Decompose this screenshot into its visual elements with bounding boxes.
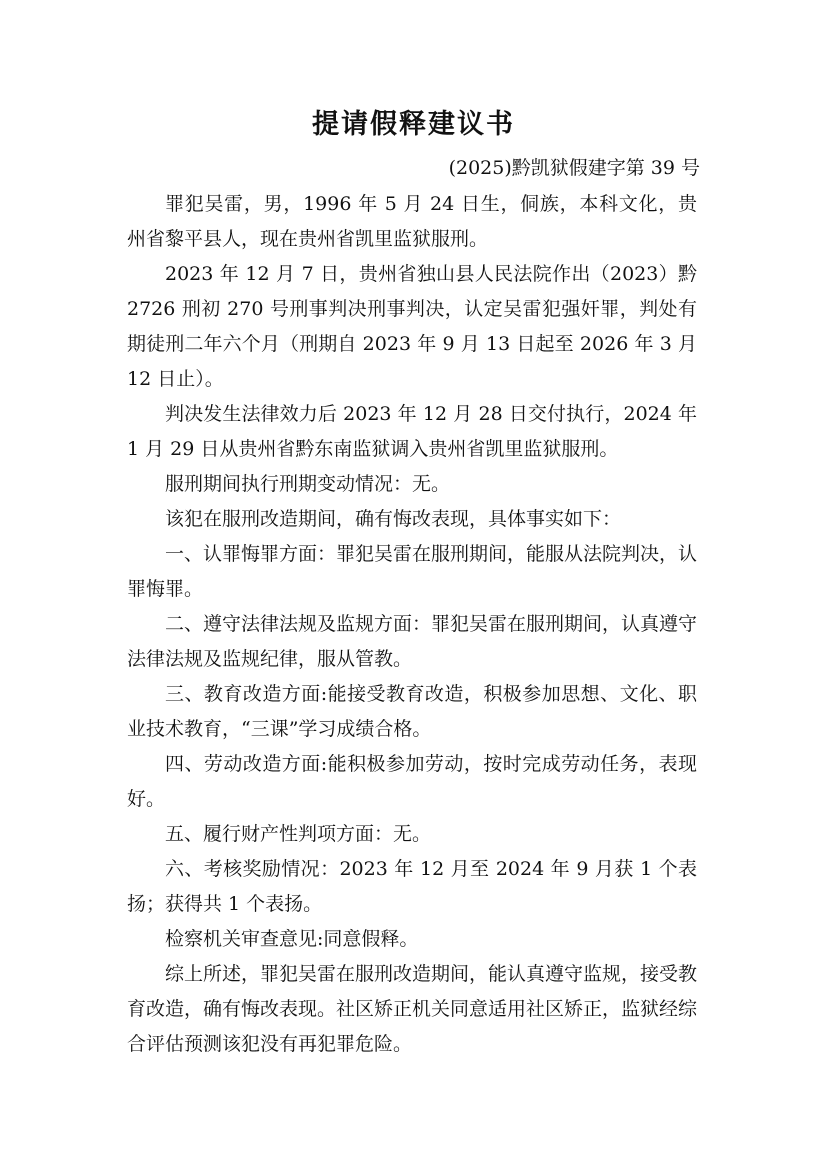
paragraph-compliance: 二、遵守法律法规及监规方面：罪犯吴雷在服刑期间，认真遵守法律法规及监规纪律，服从管教。: [127, 613, 698, 670]
paragraph-rewards: 六、考核奖励情况：2023 年 12 月至 2024 年 9 月获 1 个表扬；获得共 1 个表扬。: [127, 858, 697, 915]
paragraph-labor: 四、劳动改造方面:能积极参加劳动，按时完成劳动任务，表现好。: [127, 753, 697, 810]
document-body: [127, 187, 697, 1062]
paragraph-repentance: 一、认罪悔罪方面：罪犯吴雷在服刑期间，能服从法院判决，认罪悔罪。: [127, 543, 698, 600]
paragraph-property: 五、履行财产性判项方面：无。: [165, 823, 432, 845]
paragraph-facts-intro: 该犯在服刑改造期间，确有悔改表现，具体事实如下：: [165, 508, 622, 530]
paragraph-education: 三、教育改造方面:能接受教育改造，积极参加思想、文化、职业技术教育，“三课”学习成绩合格。: [127, 683, 697, 740]
document-title: 提请假释建议书: [312, 109, 515, 140]
paragraph-conclusion: 综上所述，罪犯吴雷在服刑改造期间，能认真遵守监规，接受教育改造，确有悔改表现。社区矫正机关同意适用社区矫正，监狱经综合评估预测该犯没有再犯罪危险。: [127, 963, 698, 1055]
document-number: (2025)黔凯狱假建字第 39 号: [448, 157, 700, 179]
paragraph-sentence-changes: 服刑期间执行刑期变动情况：无。: [165, 473, 451, 495]
paragraph-procuratorate-opinion: 检察机关审查意见:同意假释。: [165, 928, 419, 950]
paragraph-judgment: 2023 年 12 月 7 日，贵州省独山县人民法院作出（2023）黔 2726 刑初 270 号刑事判决刑事判决，认定吴雷犯强奸罪，判处有期徒刑二年六个月（刑期自 2023 年 9 月 13 日起至 2026 年 3 月 12 日止）。: [127, 263, 697, 390]
paragraph-offender-info: 罪犯吴雷，男，1996 年 5 月 24 日生，侗族，本科文化，贵州省黎平县人，现在贵州省凯里监狱服刑。: [127, 193, 697, 250]
paragraph-execution: 判决发生法律效力后 2023 年 12 月 28 日交付执行，2024 年 1 月 29 日从贵州省黔东南监狱调入贵州省凯里监狱服刑。: [127, 403, 697, 460]
